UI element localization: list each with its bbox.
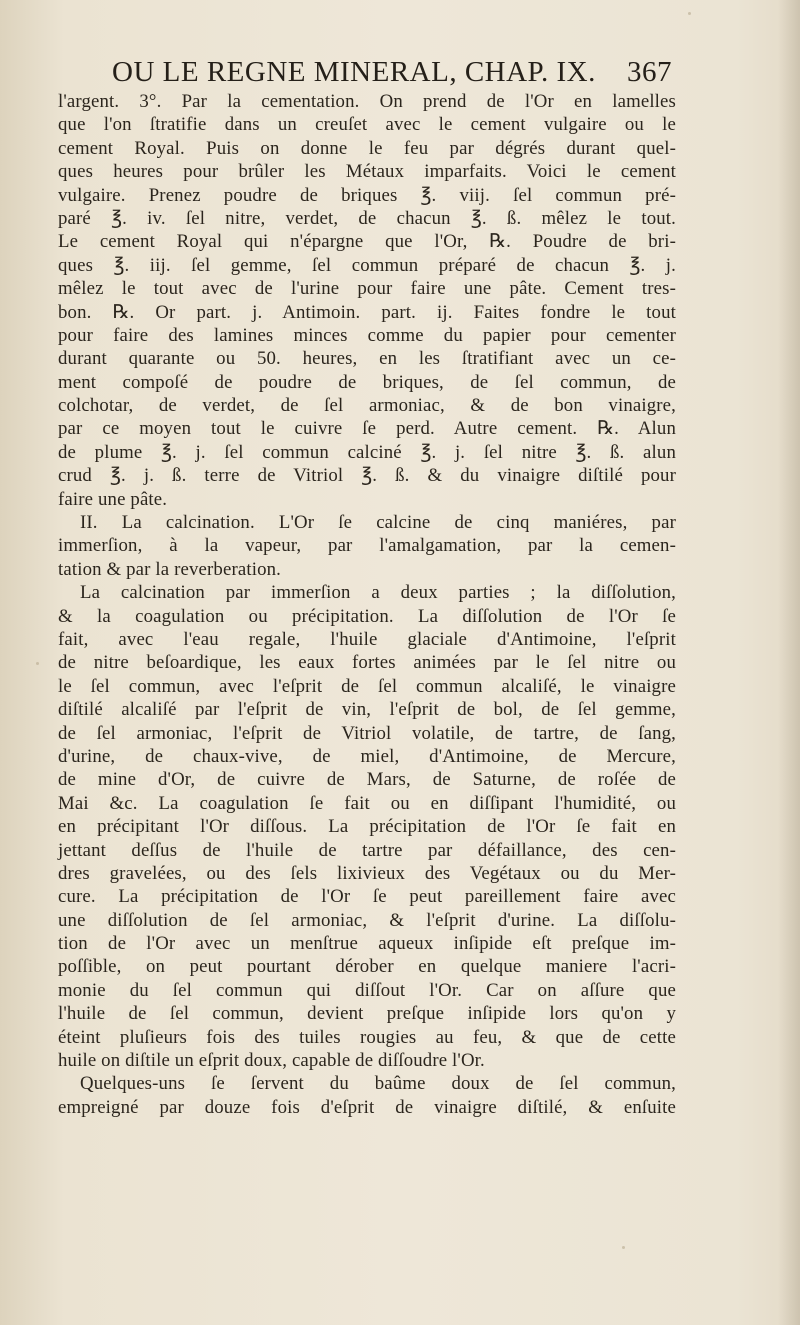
- paragraph-start-line: Quelques-uns ſe ſervent du baûme doux de ſel commun,: [80, 1073, 676, 1095]
- text-line: que l'on ſtratifie dans un creuſet avec le cement vulgaire ou le: [58, 114, 676, 136]
- text-line: faire une pâte.: [58, 488, 168, 510]
- text-line: poſſible, on peut pourtant dérober en quelque maniere l'acri-: [58, 956, 676, 978]
- text-line: Mai &c. La coagulation ſe fait ou en diſſipant l'humidité, ou: [58, 792, 676, 814]
- text-line: paré ℥. iv. ſel nitre, verdet, de chacun ℥. ß. mêlez le tout.: [58, 207, 676, 229]
- text-line: tation & par la reverberation.: [58, 558, 281, 580]
- paragraph-start-line: La calcination par immerſion a deux parties ; la diſſolution,: [80, 582, 676, 604]
- page-edge-shadow: [778, 0, 800, 1325]
- paper-fleck: [36, 662, 39, 665]
- text-line: & la coagulation ou précipitation. La diſſolution de l'Or ſe: [58, 605, 676, 627]
- running-head-title: OU LE REGNE MINERAL, CHAP. IX.: [112, 56, 596, 88]
- text-line: immerſion, à la vapeur, par l'amalgamation, par la cemen-: [58, 535, 676, 557]
- text-line: d'urine, de chaux-vive, de miel, d'Antimoine, de Mercure,: [58, 745, 676, 767]
- text-line: jettant deſſus de l'huile de tartre par défaillance, des cen-: [58, 839, 676, 861]
- text-line: crud ℥. j. ß. terre de Vitriol ℥. ß. & du vinaigre diſtilé pour: [58, 465, 676, 487]
- text-line: huile on diſtile un eſprit doux, capable de diſſoudre l'Or.: [58, 1050, 485, 1072]
- text-line: tion de l'Or avec un menſtrue aqueux inſipide eſt preſque im-: [58, 933, 676, 955]
- text-line: l'huile de ſel commun, devient preſque inſipide lors qu'on y: [58, 1003, 676, 1025]
- text-line: de mine d'Or, de cuivre de Mars, de Saturne, de roſée de: [58, 769, 676, 791]
- text-line: cement Royal. Puis on donne le feu par dégrés durant quel-: [58, 137, 676, 159]
- text-line: monie du ſel commun qui diſſout l'Or. Car on aſſure que: [58, 979, 676, 1001]
- text-line: bon. ℞. Or part. j. Antimoin. part. ij. Faites fondre le tout: [58, 301, 676, 323]
- text-line: colchotar, de verdet, de ſel armoniac, & de bon vinaigre,: [58, 395, 676, 417]
- text-line: l'argent. 3°. Par la cementation. On prend de l'Or en lamelles: [58, 91, 676, 112]
- text-line: éteint pluſieurs fois des tuiles rougies au feu, & que de cette: [58, 1026, 676, 1048]
- body-text: [58, 90, 676, 1119]
- text-line: durant quarante ou 50. heures, en les ſtratifiant avec un ce-: [58, 348, 676, 370]
- running-head: [112, 56, 672, 89]
- text-line: empreigné par douze fois d'eſprit de vinaigre diſtilé, & enſuite: [58, 1096, 676, 1118]
- text-line: vulgaire. Prenez poudre de briques ℥. viij. ſel commun pré-: [58, 184, 676, 206]
- text-line: en précipitant l'Or diſſous. La précipitation de l'Or ſe fait en: [58, 816, 676, 838]
- text-line: cure. La précipitation de l'Or ſe peut pareillement faire avec: [58, 886, 676, 908]
- text-line: le ſel commun, avec l'eſprit de ſel commun alcaliſé, le vinaigre: [58, 675, 676, 697]
- text-line: diſtilé alcaliſé par l'eſprit de vin, l'eſprit de bol, de ſel gemme,: [58, 699, 676, 721]
- text-line: par ce moyen tout le cuivre ſe perd. Autre cement. ℞. Alun: [58, 418, 676, 440]
- text-line: pour faire des lamines minces comme du papier pour cementer: [58, 324, 676, 346]
- text-line: ques heures pour brûler les Métaux imparfaits. Voici le cement: [58, 161, 676, 183]
- section-heading-line: II. La calcination. L'Or ſe calcine de cinq maniéres, par: [80, 512, 676, 534]
- text-line: dres gravelées, ou des ſels lixivieux des Vegétaux ou du Mer-: [58, 862, 676, 884]
- text-line: de ſel armoniac, l'eſprit de Vitriol volatile, de tartre, de ſang,: [58, 722, 676, 744]
- text-line: ques ℥. iij. ſel gemme, ſel commun préparé de chacun ℥. j.: [58, 254, 676, 276]
- text-line: mêlez le tout avec de l'urine pour faire une pâte. Cement tres-: [58, 278, 676, 300]
- paper-fleck: [688, 12, 691, 15]
- text-line: fait, avec l'eau regale, l'huile glaciale d'Antimoine, l'eſprit: [58, 628, 676, 650]
- text-line: une diſſolution de ſel armoniac, & l'eſprit d'urine. La diſſolu-: [58, 909, 676, 931]
- text-line: ment compoſé de poudre de briques, de ſel commun, de: [58, 371, 676, 393]
- paper-fleck: [622, 1246, 625, 1249]
- page-number: 367: [627, 56, 672, 88]
- text-line: de plume ℥. j. ſel commun calciné ℥. j. ſel nitre ℥. ß. alun: [58, 441, 676, 463]
- text-line: de nitre beſoardique, les eaux fortes animées par le ſel nitre ou: [58, 652, 676, 674]
- text-line: Le cement Royal qui n'épargne que l'Or, ℞. Poudre de bri-: [58, 231, 676, 253]
